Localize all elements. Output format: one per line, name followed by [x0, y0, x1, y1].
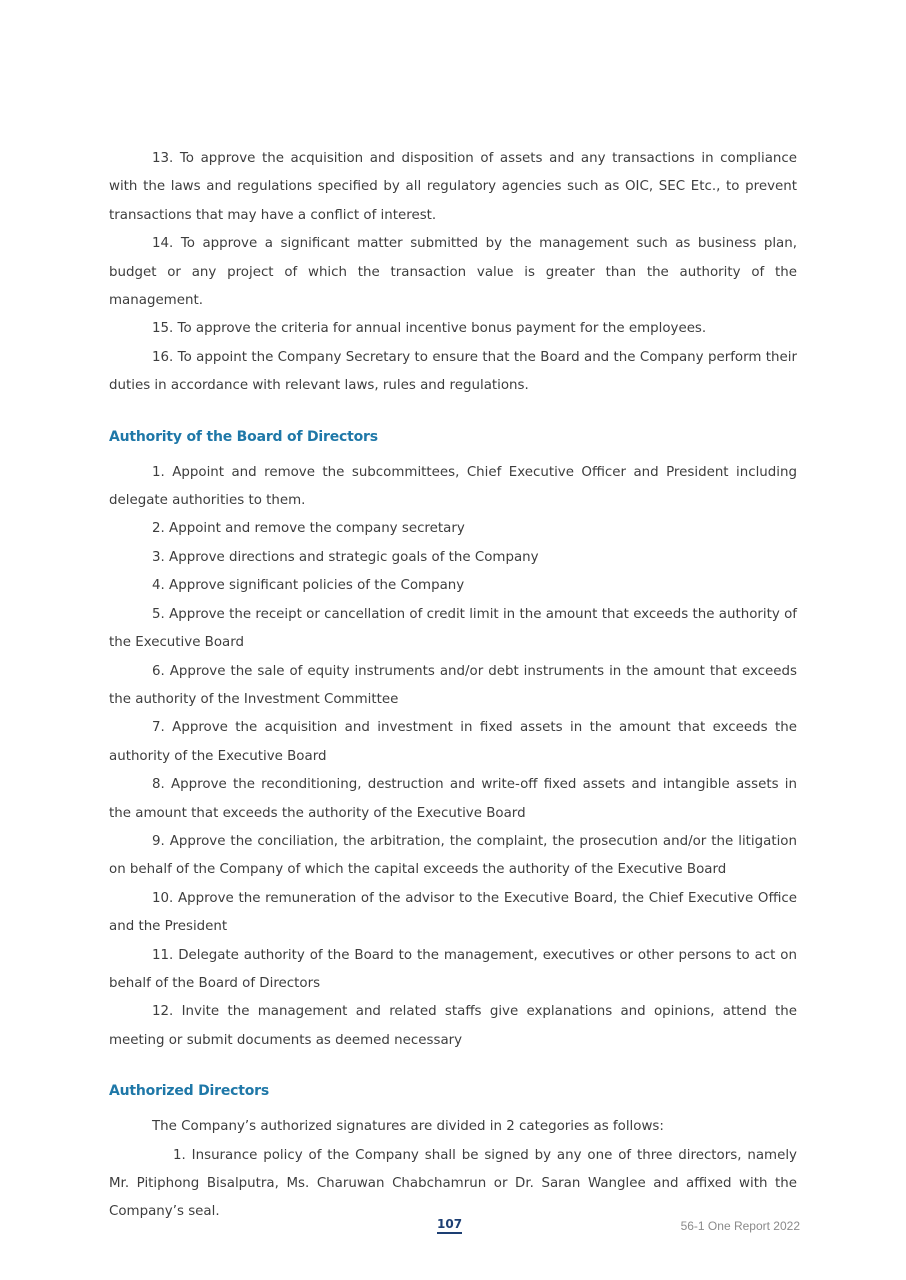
authority-item-12: 12. Invite the management and related staffs give explanations and opinions, attend the meeting or submit documents as deemed necessary: [109, 1004, 797, 1048]
authority-item-6: 6. Approve the sale of equity instruments and/or debt instruments in the amount that exceeds the authority of the Investment Committee: [109, 663, 797, 707]
authority-item-9: 9. Approve the conciliation, the arbitration, the complaint, the prosecution and/or the litigation on behalf of the Company of which the capital exceeds the authority of the Executive Board: [109, 833, 797, 878]
report-name: 56-1 One Report 2022: [680, 1219, 800, 1233]
page-number: 107: [437, 1217, 462, 1234]
paragraph-item-16: 16. To appoint the Company Secretary to ensure that the Board and the Company perform their duties in accordance with relevant laws, rules and regulations.: [109, 349, 797, 394]
authority-item-3: 3. Approve directions and strategic goals of the Company: [152, 549, 539, 565]
authority-item-1: 1. Appoint and remove the subcommittees, Chief Executive Officer and President including delegate authorities to them.: [109, 464, 797, 509]
authority-item-2: 2. Appoint and remove the company secretary: [152, 521, 465, 537]
paragraph-item-15: 15. To approve the criteria for annual incentive bonus payment for the employees.: [152, 321, 707, 337]
paragraph-item-13: 13. To approve the acquisition and disposition of assets and any transactions in compliance with the laws and regulations specified by all regulatory agencies such as OIC, SEC Etc., to prevent transactions that may have a conflict of interest.: [109, 151, 797, 223]
authorized-item-1: 1. Insurance policy of the Company shall be signed by any one of three directors, namely Mr. Pitiphong Bisalputra, Ms. Charuwan Chabchamrun or Dr. Saran Wanglee and affixed with the Company’s seal.: [109, 1147, 797, 1220]
authority-item-10: 10. Approve the remuneration of the advisor to the Executive Board, the Chief Executive Office and the President: [109, 890, 797, 935]
authorized-directors-heading: Authorized Directors: [109, 1083, 269, 1100]
authority-item-11: 11. Delegate authority of the Board to the management, executives or other persons to act on behalf of the Board of Directors: [109, 947, 797, 991]
authority-item-5: 5. Approve the receipt or cancellation of credit limit in the amount that exceeds the authority of the Executive Board: [109, 606, 797, 651]
authority-item-8: 8. Approve the reconditioning, destruction and write-off fixed assets and intangible assets in the amount that exceeds the authority of the Executive Board: [109, 777, 797, 821]
authority-item-4: 4. Approve significant policies of the Company: [152, 578, 465, 594]
paragraph-item-14: 14. To approve a significant matter submitted by the management such as business plan, budget or any project of which the transaction value is greater than the authority of the management.: [109, 236, 797, 309]
authority-heading: Authority of the Board of Directors: [109, 428, 378, 445]
page-content: [109, 145, 797, 1227]
authority-item-7: 7. Approve the acquisition and investment in fixed assets in the amount that exceeds the authority of the Executive Board: [109, 720, 797, 764]
authorized-intro: The Company’s authorized signatures are divided in 2 categories as follows:: [152, 1119, 664, 1135]
